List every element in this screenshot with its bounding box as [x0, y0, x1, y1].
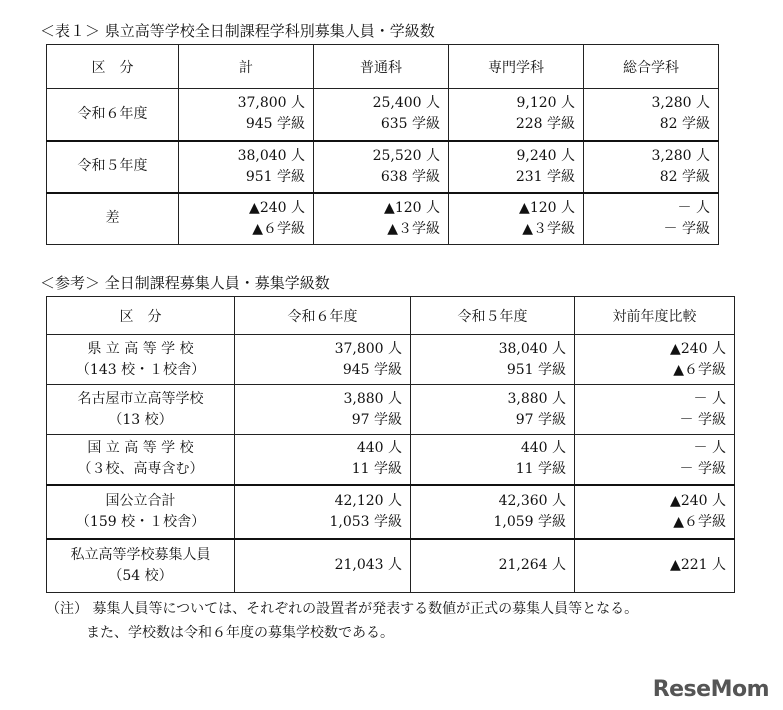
table-cell: 3,880 人 97 学級	[411, 385, 575, 435]
row-label: 私立高等学校募集人員 （54 校）	[47, 539, 235, 593]
table-row	[47, 335, 735, 385]
table2-header-diff: 対前年度比較	[575, 297, 735, 335]
table-cell: 9,120 人 228 学級	[449, 89, 584, 141]
row-label: 国公立合計 （159 校・１校舎）	[47, 485, 235, 539]
table-row	[47, 141, 719, 193]
table-cell: 440 人 11 学級	[235, 435, 411, 485]
table-cell: － 人 － 学級	[575, 385, 735, 435]
table2-caption: ＜参考＞ 全日制課程募集人員・募集学級数	[40, 274, 330, 292]
table-cell: － 人 － 学級	[584, 193, 719, 245]
table-cell: 3,280 人 82 学級	[584, 141, 719, 193]
table1-header-integrated: 総合学科	[584, 45, 719, 89]
row-label: 国 立 高 等 学 校 （３校、高専含む）	[47, 435, 235, 485]
row-label: 差	[47, 193, 179, 245]
table-cell: ▲120 人 ▲３学級	[449, 193, 584, 245]
table-cell: 9,240 人 231 学級	[449, 141, 584, 193]
table1	[46, 44, 719, 245]
table-row	[47, 539, 735, 593]
table2	[46, 296, 735, 593]
table-cell: － 人 － 学級	[575, 435, 735, 485]
table-row	[47, 435, 735, 485]
footnote-continued: また、学校数は令和６年度の募集学校数である。	[86, 625, 394, 641]
table-cell: 3,280 人 82 学級	[584, 89, 719, 141]
table-cell: 37,800 人 945 学級	[235, 335, 411, 385]
table-cell: 42,360 人 1,059 学級	[411, 485, 575, 539]
table1-header-general: 普通科	[314, 45, 449, 89]
table-row	[47, 89, 719, 141]
table-cell: ▲221 人	[575, 539, 735, 593]
row-label: 名古屋市立高等学校 （13 校）	[47, 385, 235, 435]
table-cell: 42,120 人 1,053 学級	[235, 485, 411, 539]
table1-header-category: 区 分	[47, 45, 179, 89]
table-cell: ▲240 人 ▲６学級	[575, 485, 735, 539]
row-label: 令和５年度	[47, 141, 179, 193]
table2-header-r6: 令和６年度	[235, 297, 411, 335]
table-row	[47, 485, 735, 539]
table-cell: ▲240 人 ▲６学級	[179, 193, 314, 245]
table2-header-r5: 令和５年度	[411, 297, 575, 335]
table-cell: 37,800 人 945 学級	[179, 89, 314, 141]
table-cell: 440 人 11 学級	[411, 435, 575, 485]
table1-caption: ＜表１＞ 県立高等学校全日制課程学科別募集人員・学級数	[40, 22, 435, 40]
row-label: 令和６年度	[47, 89, 179, 141]
table1-header-total: 計	[179, 45, 314, 89]
table-cell: 38,040 人 951 学級	[179, 141, 314, 193]
table-cell: 3,880 人 97 学級	[235, 385, 411, 435]
table1-header-specialized: 専門学科	[449, 45, 584, 89]
table-row	[47, 385, 735, 435]
footnote: （注） 募集人員等については、それぞれの設置者が発表する数値が正式の募集人員等となる。	[46, 601, 639, 617]
table-cell: 38,040 人 951 学級	[411, 335, 575, 385]
resemom-logo: ReseMom	[652, 677, 769, 702]
table-cell: 21,043 人	[235, 539, 411, 593]
row-label: 県 立 高 等 学 校 （143 校・１校舎）	[47, 335, 235, 385]
table-cell: 21,264 人	[411, 539, 575, 593]
table-cell: ▲120 人 ▲３学級	[314, 193, 449, 245]
table-cell: 25,520 人 638 学級	[314, 141, 449, 193]
table-cell: ▲240 人 ▲６学級	[575, 335, 735, 385]
table2-header-category: 区 分	[47, 297, 235, 335]
table-row	[47, 193, 719, 245]
table-cell: 25,400 人 635 学級	[314, 89, 449, 141]
